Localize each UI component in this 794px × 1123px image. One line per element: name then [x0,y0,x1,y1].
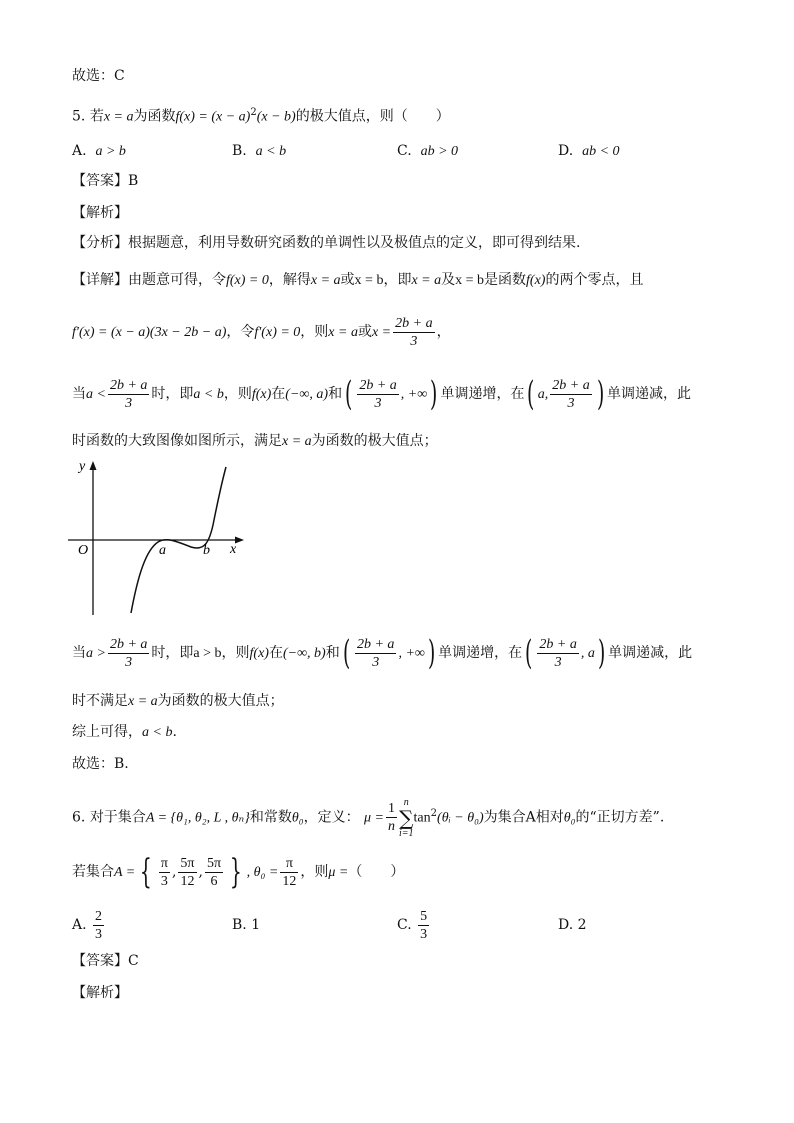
sigma: ∑ [399,805,414,830]
option-value: 2 [577,917,587,933]
numerator: 5π [206,855,222,871]
fraction [178,855,196,890]
denominator: 12 [180,873,195,889]
answer-value: B [128,173,139,189]
text: . [172,724,177,740]
text: ，则 [300,864,329,880]
detail-tag: 【详解】 [72,272,128,288]
text: ，则 [221,645,250,661]
q5-option-b [232,141,286,162]
q5-suffix: 的极大值点，则（ ） [295,108,450,125]
math: x = [371,325,392,340]
exponent: 2 [430,808,438,819]
math: f(x) [526,273,546,288]
fraction [205,855,223,890]
a-label: a [159,543,166,558]
fraction [418,908,429,943]
denominator: 3 [410,333,418,349]
denominator: 3 [567,395,575,411]
text: ，则 [300,324,329,340]
math: , +∞ [398,646,425,661]
fraction [108,636,149,671]
option-label: A. [72,917,87,933]
math: a < b [142,725,173,740]
text: 和 [325,645,340,661]
text: 时不满足 [72,693,128,709]
option-label: A. [72,143,87,159]
numerator: π [160,855,168,871]
right-brace: } [229,852,242,892]
denominator: 3 [554,654,562,670]
origin-label: O [78,543,89,558]
denominator: 3 [160,873,168,889]
q6-stem-line1 [72,790,664,843]
fraction [393,315,434,350]
text: 的“正切方差”. [575,809,665,826]
math: f′(x) = (x − a)(3x − 2b − a) [72,325,227,340]
text: 在 [271,386,286,402]
option-label: D. [558,917,574,933]
text: 时函数的大致图像如图所示，满足 [72,433,282,449]
answer-tag: 【答案】 [72,953,128,969]
math: θ₀ [563,810,576,826]
sum-upper: n [403,796,409,808]
math: a > [86,646,106,661]
b-label: b [203,543,210,558]
y-axis-arrow [90,461,97,470]
q5-mid: 为函数 [133,108,176,125]
q6-option-b [232,915,260,935]
q6-option-d [558,915,587,935]
text: 及 [441,272,456,288]
q6-stem-line2: 若集合A = { $\frac{\pi}{3}$ , $\frac{5\pi}{12}$ , $\frac{5\pi}{6}$ } , θ₀ = $\frac{\pi}{12}$ ，则μ =（ ） [72,852,405,892]
right-paren: ) [597,633,606,673]
math: A = [114,865,136,880]
math: A = {θ₁, θ₂, L , θₙ} [145,810,250,826]
fraction [93,908,104,943]
text: 或 [357,324,372,340]
q5-case1-line2 [72,431,438,452]
q5-func: f(x) = (x − a) [175,109,251,125]
math: θ₀ [291,810,304,826]
math: x = a [328,325,358,340]
text: 对于集合 [89,809,146,826]
math: μ = [364,810,385,826]
math: a > b [193,646,222,661]
text: 单调递减，此 [608,645,693,661]
text: 是函数 [484,272,527,288]
math: x = b [455,273,485,288]
text: 时，即 [151,386,194,402]
text: 当 [72,386,86,402]
right-paren: ) [430,374,438,414]
numerator: 2b + a [395,315,433,331]
text: 综上可得， [72,724,142,740]
fraction [537,636,578,671]
answer-tag: 【答案】 [72,173,128,189]
math: x = b [354,273,384,288]
option-label: B. [232,917,247,933]
q5-cond: x = a [103,109,134,125]
text: ，即 [383,272,412,288]
function-graph [66,455,256,620]
text: 为函数的极大值点； [311,433,438,449]
text: ，解得 [268,272,311,288]
math: f(x) = 0 [226,273,269,288]
text: ，则 [223,386,252,402]
text: 由题意可得，令 [128,272,226,288]
analysis-tag: 【解析】 [72,985,128,1001]
denominator: 3 [95,926,103,942]
denominator: n [388,819,396,835]
text: 若集合 [72,864,114,880]
numerator: 2b + a [109,377,148,393]
sum-lower: i=1 [399,827,414,839]
text: 单调递增，在 [440,386,525,402]
numerator: 2 [95,908,103,924]
math: (−∞, b) [282,646,326,661]
numerator: π [280,855,298,873]
prev-choice: 故选：C [72,68,125,84]
text: 时，即 [151,645,194,661]
y-label: y [79,459,86,474]
text: 为函数的极大值点； [157,693,284,709]
denominator: 3 [125,654,133,670]
math: (θᵢ − θ₀) [437,810,484,826]
q5-case2-line2 [72,691,284,712]
text: ，令 [226,324,255,340]
denominator: 3 [125,395,133,411]
q5-analysis-tag [72,203,128,223]
text: 单调递增，在 [438,645,523,661]
text: 为集合A相对 [483,809,564,826]
denominator: 3 [374,395,382,411]
numerator: 2b + a [359,377,397,393]
fenxi-text: 根据题意，利用导数研究函数的单调性以及极值点的定义，即可得到结果. [128,235,581,251]
q6-option-c [397,905,431,945]
numerator: 2b + a [552,377,590,393]
math: (−∞, a) [285,387,329,402]
option-label: C. [397,143,412,159]
math: f(x) [251,387,272,402]
q6-option-a [72,905,106,945]
fraction [280,855,298,890]
text: 在 [268,645,283,661]
fenxi-tag: 【分析】 [72,235,128,251]
fraction [108,377,149,412]
text: 和 [328,386,343,402]
q5-option-a [72,141,126,162]
numerator: 2b + a [356,636,395,652]
option-value: 1 [251,917,261,933]
fraction [357,377,398,412]
fraction [159,855,170,890]
math: a < [86,387,106,402]
denominator: 12 [282,873,297,889]
math: f′(x) = 0 [254,325,301,340]
q5-choice: 故选：B. [72,756,129,772]
option-label: B. [232,143,247,159]
q5-option-c [397,141,458,162]
q6-number: 6. [72,809,86,826]
denominator: 3 [420,926,428,942]
text: 或 [340,272,355,288]
answer-value: C [128,953,139,969]
option-expr: ab > 0 [420,144,459,159]
q5-stem [72,103,450,128]
fraction [355,636,396,671]
q5-summary [72,722,177,743]
q5-answer [72,171,138,191]
math: tan [413,810,431,826]
q5-detail-line2 [72,312,451,353]
left-paren: ( [525,633,533,673]
denominator: 6 [210,873,218,889]
q5-number: 5. [72,108,86,125]
q5-exp: 2 [250,107,257,118]
math: x = a [310,273,341,288]
option-label: C. [397,917,412,933]
math: , θ₀ = [246,865,279,880]
math: , +∞ [400,387,428,402]
x-label: x [230,542,237,557]
text: 单调递减，此 [606,386,691,402]
option-label: D. [558,143,574,159]
fraction [550,377,591,412]
right-paren: ) [427,633,436,673]
q5-case2-line1 [72,633,692,674]
text: （ ） [348,864,405,880]
q6-analysis-tag [72,983,128,1003]
option-expr: a > b [95,144,126,159]
math: x = a [411,273,442,288]
numerator: 2b + a [539,636,577,652]
left-brace: { [140,852,153,892]
numerator: 5π [180,855,195,871]
x-axis-arrow [235,537,244,544]
fraction [386,800,397,835]
text: 的两个零点，且 [545,272,644,288]
option-expr: a < b [255,144,287,159]
analysis-tag: 【解析】 [72,205,128,221]
math: x = a [282,434,312,449]
q5-func-tail: (x − b) [256,109,296,125]
numerator: 5 [420,908,428,924]
denominator: 3 [372,654,380,670]
q5-prefix: 若 [89,108,104,125]
q5-case1-line1 [72,374,691,415]
math: a < b [193,387,224,402]
text: ，定义： [303,809,360,826]
math: , a [580,646,595,661]
math: a, [537,387,549,402]
q5-option-d [558,141,620,162]
math: x = a [128,694,158,709]
q5-detail-line1 [72,270,643,291]
summation [399,797,414,839]
text: 和常数 [249,809,292,826]
text: 当 [72,645,86,661]
left-paren: ( [342,633,350,673]
right-paren: ) [596,374,604,414]
math: f(x) [249,646,269,661]
left-paren: ( [527,374,535,414]
text: ， [436,324,451,340]
numerator: 1 [388,801,396,817]
numerator: 2b + a [109,636,148,652]
left-paren: ( [345,374,353,414]
option-expr: ab < 0 [582,144,620,159]
math: μ = [328,865,349,880]
q5-fenxi [72,233,580,253]
q6-answer [72,951,139,971]
